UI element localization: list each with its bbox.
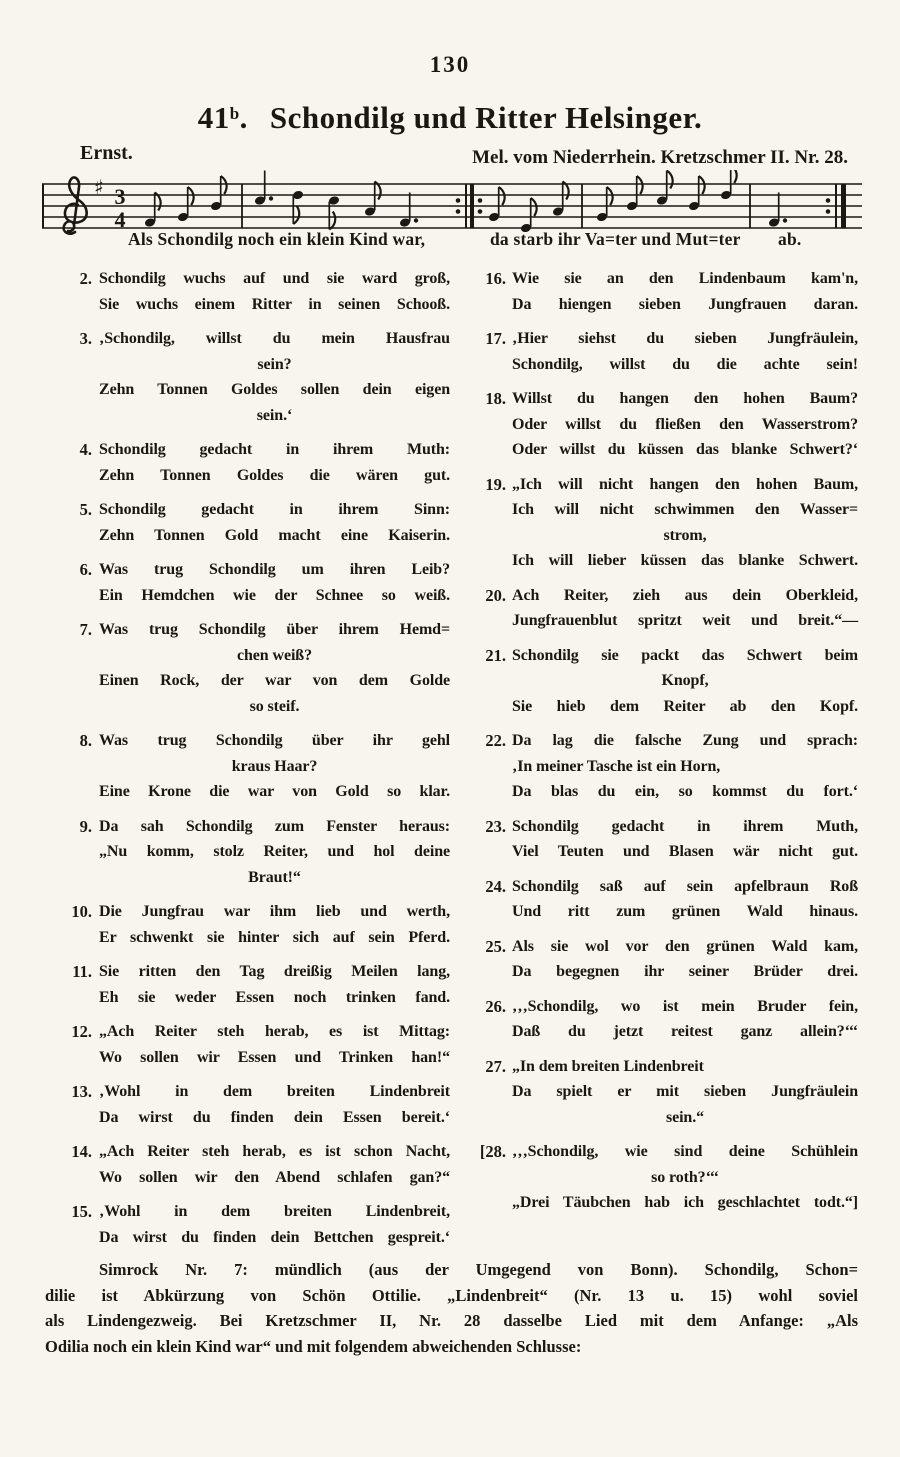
song-number: 41: [197, 100, 230, 135]
verse-line: „Ach Reiter steh herab, es ist schon Nacht,: [99, 1143, 450, 1160]
verse-line: Ich will lieber küssen das blanke Schwert.: [512, 552, 858, 569]
verse-line: Da blas du ein, so kommst du fort.‘: [512, 783, 858, 800]
footnote: [45, 1257, 858, 1359]
verse-line: so steif.: [249, 697, 300, 715]
song-number-separator: .: [239, 100, 248, 135]
verse-22: [464, 728, 858, 805]
verse-line: Ich will nicht schwimmen den Wasser=: [512, 501, 858, 518]
verse-27: [464, 1054, 858, 1131]
footnote-line: dilie ist Abkürzung von Schön Ottilie. „Lindenbreit“ (Nr. 13 u. 15) wohl soviel: [45, 1285, 858, 1305]
verse-line: Was trug Schondilg über ihrem Hemd=: [99, 621, 450, 638]
eighth-flag: [699, 176, 705, 194]
verse-7: [56, 617, 450, 719]
verse-lines: [99, 266, 450, 317]
verse-line: Schondilg saß auf sein apfelbraun Roß: [512, 877, 858, 895]
verse-number: 5.: [79, 500, 92, 519]
lyrics-phrase-1: Als Schondilg noch ein klein Kind war,: [128, 229, 426, 249]
verse-number: 24.: [485, 876, 506, 896]
verse-3: [56, 326, 450, 428]
verse-lines: [512, 386, 858, 463]
verse-number: 17.: [485, 329, 506, 348]
repeat-dot: [826, 198, 831, 203]
lyrics-phrase-2: da starb ihr Va=ter und Mut=ter: [490, 229, 741, 249]
verse-lines: [99, 728, 450, 805]
verse-number: 9.: [79, 816, 92, 836]
verse-lines: [99, 959, 450, 1010]
verse-number: 12.: [71, 1022, 92, 1041]
verse-number: 22.: [485, 731, 506, 750]
verse-line: Und ritt zum grünen Wald hinaus.: [512, 903, 858, 920]
verse-number: 19.: [485, 474, 506, 494]
verse-number: 4.: [79, 440, 92, 459]
verse-line: „Nu komm, stolz Reiter, und hol deine: [99, 843, 450, 860]
verse-number: 16.: [485, 269, 506, 288]
verse-line: ‚Hier siehst du sieben Jungfräulein,: [512, 330, 858, 347]
verse-lines: [512, 583, 858, 634]
verse-line: Schondilg gedacht in ihrem Muth,: [512, 817, 858, 835]
eighth-flag: [731, 170, 737, 183]
verse-lines: [99, 557, 450, 608]
verse-line: Die Jungfrau war ihm lieb und werth,: [99, 903, 450, 920]
verse-line: Oder willst du fließen den Wasserstrom?: [512, 415, 858, 433]
verse-line: Ach Reiter, zieh aus dein Oberkleid,: [512, 586, 858, 604]
verse-18: [464, 386, 858, 463]
verse-lines: [512, 814, 858, 865]
final-barline-thick: [841, 184, 846, 228]
song-name: Schondilg und Ritter Helsinger.: [269, 100, 703, 135]
music-staff: [42, 170, 862, 236]
verse-line: Daß du jetzt reitest ganz allein?‘‘‘: [512, 1023, 858, 1040]
verse-line: Willst du hangen den hohen Baum?: [512, 390, 858, 407]
verse-line: Da wirst du finden dein Bettchen gespreit.‘: [99, 1228, 450, 1246]
verse-line: Als sie wol vor den grünen Wald kam,: [512, 937, 858, 955]
verse-14: [56, 1139, 450, 1190]
verse-line: sein.‘: [256, 406, 293, 424]
verse-number: 11.: [72, 962, 92, 981]
verse-16: [464, 266, 858, 317]
verse-line: Wo sollen wir den Abend schlafen gan?“: [99, 1168, 450, 1186]
verse-24: [464, 874, 858, 925]
verse-17: [464, 326, 858, 377]
verse-line: Schondilg sie packt das Schwert beim: [512, 646, 858, 664]
verse-lines: [99, 497, 450, 548]
verse-line: ‚Schondilg, willst du mein Hausfrau: [99, 330, 450, 347]
melody-source: Mel. vom Niederrhein. Kretzschmer II. Nr. 28.: [472, 147, 848, 168]
verse-line: Da spielt er mit sieben Jungfräulein: [512, 1083, 858, 1100]
verse-28: [464, 1139, 858, 1216]
verse-lines: [512, 1139, 858, 1216]
verse-8: [56, 728, 450, 805]
verse-line: Was trug Schondilg über ihr gehl: [99, 732, 450, 749]
verse-lines: [99, 1019, 450, 1070]
verse-line: Schondilg gedacht in ihrem Sinn:: [99, 501, 450, 518]
verse-4: [56, 437, 450, 488]
augmentation-dot: [269, 196, 273, 200]
tempo-marking: Ernst.: [80, 142, 133, 164]
verse-lines: [512, 994, 858, 1045]
verse-lines: [99, 1079, 450, 1130]
verse-line: „Drei Täubchen hab ich geschlachtet todt.“]: [512, 1194, 858, 1211]
verse-9: [56, 814, 450, 891]
repeat-mid-barline-thick: [470, 184, 474, 228]
verse-15: [56, 1199, 450, 1250]
verse-20: [464, 583, 858, 634]
eighth-flag: [293, 206, 299, 224]
verse-10: [56, 899, 450, 950]
verse-13: [56, 1079, 450, 1130]
verse-line: Sie wuchs einem Ritter in seinen Schooß.: [99, 295, 450, 313]
verse-line: Braut!“: [248, 868, 301, 886]
verse-lines: [99, 437, 450, 488]
verse-number: 2.: [79, 269, 92, 288]
verse-lines: [99, 1199, 450, 1250]
verse-number: 8.: [79, 731, 92, 750]
verse-line: Da sah Schondilg zum Fenster heraus:: [99, 817, 450, 835]
verse-line: Sie ritten den Tag dreißig Meilen lang,: [99, 963, 450, 980]
verse-number: 14.: [71, 1142, 92, 1161]
verse-lines: [512, 266, 858, 317]
verse-line: Eine Krone die war von Gold so klar.: [99, 783, 450, 800]
verse-number: 18.: [485, 389, 506, 408]
verse-line: ‚Wohl in dem breiten Lindenbreit: [99, 1083, 450, 1100]
verse-line: „Ich will nicht hangen den hohen Baum,: [512, 475, 858, 493]
verse-number: 21.: [485, 645, 506, 665]
verse-number: 27.: [485, 1056, 506, 1076]
verse-line: Zehn Tonnen Goldes sollen dein eigen: [99, 381, 450, 398]
verse-line: Wie sie an den Lindenbaum kam'n,: [512, 270, 858, 287]
footnote-line: Simrock Nr. 7: mündlich (aus der Umgegend von Bonn). Schondilg, Schon=: [99, 1260, 858, 1279]
eighth-flag: [531, 198, 537, 216]
lyrics-phrase-end: ab.: [778, 229, 802, 249]
verse-line: Da lag die falsche Zung und sprach:: [512, 732, 858, 749]
verse-line: chen weiß?: [236, 646, 312, 664]
verse-26: [464, 994, 858, 1045]
eighth-flag: [329, 212, 335, 230]
verse-line: ‚Wohl in dem breiten Lindenbreit,: [99, 1203, 450, 1220]
verse-number: 26.: [485, 996, 506, 1016]
eighth-flag: [188, 187, 194, 205]
verse-line: sein.“: [665, 1108, 705, 1126]
augmentation-dot: [414, 218, 418, 222]
verse-line: Viel Teuten und Blasen wär nicht gut.: [512, 843, 858, 860]
augmentation-dot: [783, 218, 787, 222]
verse-number: [28.: [479, 1142, 506, 1161]
verse-line: strom,: [663, 526, 707, 544]
verse-line: Einen Rock, der war von dem Golde: [99, 672, 450, 689]
lyrics-line: [42, 229, 862, 255]
verse-line: „Ach Reiter steh herab, es ist Mittag:: [99, 1023, 450, 1040]
verse-lines: [512, 1054, 858, 1131]
verse-12: [56, 1019, 450, 1070]
sharp-icon: ♯: [94, 175, 104, 199]
verse-line: Ein Hemdchen wie der Schnee so weiß.: [99, 586, 450, 604]
verse-line: Er schwenkt sie hinter sich auf sein Pferd.: [99, 928, 450, 946]
verse-number: 20.: [485, 585, 506, 605]
eighth-flag: [637, 176, 643, 194]
page-number: 130: [429, 52, 471, 77]
repeat-dot: [478, 209, 483, 214]
verse-line: „In dem breiten Lindenbreit: [512, 1057, 704, 1075]
verse-columns: [56, 266, 858, 1259]
verse-lines: [99, 617, 450, 719]
verse-line: Jungfrauenblut spritzt weit und breit.“—: [512, 612, 858, 629]
verse-line: Zehn Tonnen Gold macht eine Kaiserin.: [99, 526, 450, 544]
verse-line: ‚‚‚Schondilg, wo ist mein Bruder fein,: [512, 997, 858, 1015]
repeat-dot: [478, 198, 483, 203]
verse-line: Schondilg gedacht in ihrem Muth:: [99, 441, 450, 458]
eighth-flag: [607, 187, 613, 205]
repeat-dot: [456, 209, 461, 214]
verse-line: Da wirst du finden dein Essen bereit.‘: [99, 1108, 450, 1126]
verse-lines: [512, 728, 858, 805]
music-score-svg: [42, 170, 862, 236]
eighth-flag: [499, 187, 505, 205]
verse-21: [464, 643, 858, 720]
verse-line: sein?: [257, 355, 292, 373]
song-title: [0, 100, 900, 136]
verse-19: [464, 472, 858, 574]
verse-line: Sie hieb dem Reiter ab den Kopf.: [512, 697, 858, 715]
verse-line: Zehn Tonnen Goldes die wären gut.: [99, 466, 450, 484]
verse-line: Eh sie weder Essen noch trinken fand.: [99, 988, 450, 1006]
verse-line: Oder willst du küssen das blanke Schwert?‘: [512, 441, 858, 458]
verse-line: Schondilg wuchs auf und sie ward groß,: [99, 270, 450, 287]
verse-line: Was trug Schondilg um ihren Leib?: [99, 561, 450, 578]
verse-line: Schondilg, willst du die achte sein!: [512, 355, 858, 373]
eighth-flag: [667, 171, 673, 189]
verse-23: [464, 814, 858, 865]
verse-number: 3.: [79, 329, 92, 348]
time-signature-top: 3: [114, 184, 126, 209]
verse-lines: [99, 814, 450, 891]
verse-25: [464, 934, 858, 985]
verse-lines: [99, 326, 450, 428]
verse-line: Da hiengen sieben Jungfrauen daran.: [512, 295, 858, 313]
repeat-dot: [826, 209, 831, 214]
verse-number: 10.: [71, 902, 92, 921]
verse-lines: [99, 899, 450, 950]
verse-lines: [512, 874, 858, 925]
verse-number: 13.: [71, 1082, 92, 1101]
verse-line: kraus Haar?: [231, 757, 318, 775]
verse-5: [56, 497, 450, 548]
verse-lines: [512, 326, 858, 377]
verse-number: 23.: [485, 816, 506, 836]
verse-lines: [512, 472, 858, 574]
verse-number: 6.: [79, 560, 92, 579]
verse-lines: [99, 1139, 450, 1190]
eighth-flag: [221, 176, 227, 194]
verse-2: [56, 266, 450, 317]
time-signature-bottom: 4: [114, 207, 126, 232]
verse-line: ‚In meiner Tasche ist ein Horn,: [512, 757, 721, 775]
repeat-dot: [456, 198, 461, 203]
footnote-line: Odilia noch ein klein Kind war“ und mit folgendem abweichenden Schlusse:: [45, 1336, 582, 1356]
verse-line: so roth?‘‘‘: [651, 1168, 719, 1186]
verse-line: ‚‚‚Schondilg, wie sind deine Schühlein: [512, 1143, 858, 1160]
verse-lines: [512, 934, 858, 985]
verse-number: 25.: [485, 936, 506, 956]
footnote-line: als Lindengezweig. Bei Kretzschmer II, Nr. 28 dasselbe Lied mit dem Anfange: „Als: [45, 1311, 858, 1330]
verse-line: Wo sollen wir Essen und Trinken han!“: [99, 1048, 450, 1066]
verse-column-right: [464, 266, 858, 1259]
verse-column-left: [56, 266, 450, 1259]
verse-number: 7.: [79, 620, 92, 639]
verse-6: [56, 557, 450, 608]
verse-lines: [512, 643, 858, 720]
song-number-superscript: b: [229, 104, 240, 123]
verse-11: [56, 959, 450, 1010]
verse-line: Knopf,: [661, 672, 709, 689]
verse-number: 15.: [71, 1202, 92, 1221]
verse-line: Da begegnen ihr seiner Brüder drei.: [512, 963, 858, 980]
